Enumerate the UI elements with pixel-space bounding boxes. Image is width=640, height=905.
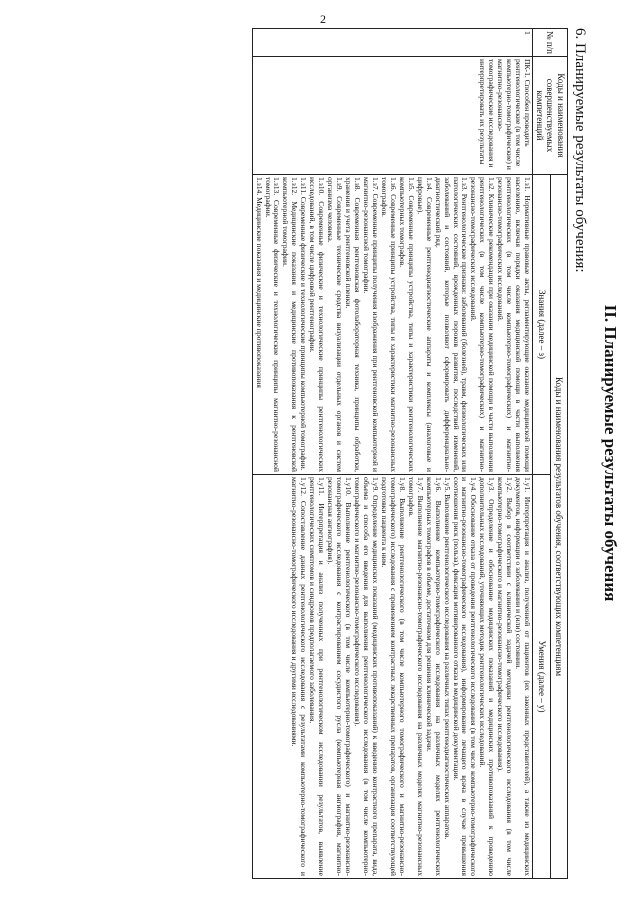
table-row (252, 29, 533, 879)
knowledge-item: 1.з2. Клинические рекомендации при оказании медицинской помощи в части выполнения рентгенологических (в том числе компьютерно-томографических) и магнитно-резонансно-томографических исследований. (469, 177, 497, 472)
knowledge-item: 1.з14. Медицинские показания и медицинские противопоказания (254, 177, 264, 388)
knowledge-cell (252, 175, 533, 475)
skill-item: 1.у11. Интерпретация и анализ полученных при рентгенологическом исследовании результатов, выявление рентгенологических симптомов и синдромов предполагаемого заболевания. (308, 477, 327, 876)
knowledge-item: 1.з8. Современная рентгеновская фотолабораторная техника, принципы обработки, хранения и учета рентгеновской пленки. (344, 177, 363, 472)
knowledge-item: 1.з5. Современные принципы устройства, типы и характеристики рентгенологических компьютерных томографов. (397, 177, 416, 472)
knowledge-item: 1.з6. Современные принципы устройства, типы и характеристики магнитно-резонансных томографов. (379, 177, 398, 472)
row-num: 1 (252, 29, 533, 57)
skill-item: 1.у6. Выполнение компьютерно-томографического исследования на различных моделях рентгенологических компьютерных томографов в объеме, достаточном для решения клинической задачи. (424, 477, 443, 876)
knowledge-item: 1.з4. Современные рентгенодиагностические аппараты и комплексы (аналоговые и цифровые). (415, 177, 434, 472)
section-title: II. Планируемые результаты обучения (601, 304, 620, 602)
header-codes: Коды и наименования совершенствуемых компетенций (533, 57, 568, 175)
table-header-row (550, 29, 567, 879)
knowledge-item: 1.з13. Современные физические и технологические принципы магнитно-резонансной томографии. (263, 177, 282, 472)
learning-results-table (252, 28, 568, 879)
knowledge-item: 1.з1. Нормативные правовые акты, регламентирующие оказание медицинской помощи населению, включая порядки оказания медицинской помощи в части выполнения рентгенологических (в том числе компьютерно-томографических) и магнитно-резонансно-томографических исследований. (496, 177, 533, 472)
skill-item: 1.у5. Выполнение рентгенологического исследования на различных типах рентгенодиагностических аппаратов. (442, 477, 452, 840)
skills-cell (252, 475, 533, 879)
header-results-group: Коды и наименования результатов обучения, соответствующих компетенциям (550, 175, 567, 879)
competence-text: ПК-1. Способен проводить рентгенологические (в том числе компьютерно-томографические) и магнитно-резонансно-томографические исследования и интерпретировать их результаты (478, 59, 533, 170)
header-num: № п/п (533, 29, 568, 57)
skill-item: 1.у4. Обоснование отказа от проведения рентгенологического исследования (в том числе компьютерно-томографического и магнитно-резонансно-томографического исследования), информирование лечащего врача в случае превышения соотношения риск (польза), фиксация мотивированного отказа в медицинской документации. (451, 477, 479, 876)
header-skills: Умения (далее – у) (533, 475, 550, 879)
knowledge-item: 1.з12. Медицинские показания и медицинские противопоказания к рентгеновской компьютерной томографии. (281, 177, 300, 472)
skill-item: 1.у2. Выбор в соответствии с клинической задачей методики рентгенологического исследования (в том числе компьютерно-томографического и магнитно-резонансно-томографического исследования). (496, 477, 515, 876)
skill-item: 1.у9. Определение медицинских показаний (медицинских противопоказаний) к введению контрастного препарата, вида, объема и способа его введения для выполнения рентгенологического исследования (в том числе компьютерно-томографического и магнитно-резонансно-томографического исследования). (353, 477, 380, 876)
knowledge-item: 1.з7. Современные принципы получения изображения при рентгеновской компьютерной и магнитно-резонансной томографии. (362, 177, 380, 472)
skill-item: 1.у10. Выполнение рентгенологического (в том числе компьютерно-томографического) и магнитно-резонансно-томографического исследования с контрастированием сосудистого русла (компьютерная ангиография, магнитно-резонансная ангиография). (326, 477, 354, 876)
skill-item: 1.у1. Интерпретация и анализ, полученной от пациентов (их законных представителей), а также из медицинских документов, информации о заболевании и (или) состоянии. (514, 477, 533, 876)
header-knowledge: Знания (далее – з) (533, 175, 550, 475)
knowledge-item: 1.з10. Современные физические и технологические принципы рентгенологических исследований, в том числе цифровой рентгенографии. (308, 177, 327, 472)
knowledge-item: 1.з9. Современные технические средства визуализации отдельных органов и систем организма человека. (326, 177, 345, 472)
competence-cell (252, 57, 533, 175)
page-number: 2 (320, 12, 326, 26)
skill-item: 1.у3. Определение и обоснование медицинских показаний и медицинских противопоказаний к проведению дополнительных исследований, уточняющих методик рентгенологических исследований. (478, 477, 497, 876)
skill-item: 1.у7. Выполнение магнитно-резонансно-томографического исследования на различных моделях магнитно-резонансных томографов. (406, 477, 425, 876)
subsection-title: 6. Планируемые результаты обучения: (572, 28, 588, 273)
knowledge-item: 1.з11. Современные физические и технологические принципы компьютерной томографии. (299, 177, 309, 471)
skill-item: 1.у12. Сопоставление данных рентгенологического исследования с результатами компьютерно-томографического и магнитно-резонансно-томографического исследования и другими исследованиями. (290, 477, 309, 876)
rotated-page-content (18, 18, 630, 888)
knowledge-item: 1.з3. Рентгенологические признаки: заболеваний (болезней), травм, физиологических или патологических состояний, врожденных пороков развития, последствий изменений, заболеваний и состояний, которые позволяют сформировать дифференциально-диагностический ряд. (433, 177, 470, 472)
skill-item: 1.у8. Выполнение рентгенологического (в том числе компьютерного томографического и магнитно-резонансно-томографического) исследования с применением контрастных лекарственных препаратов, организация соответствующей подготовки пациента к ним. (379, 477, 407, 876)
